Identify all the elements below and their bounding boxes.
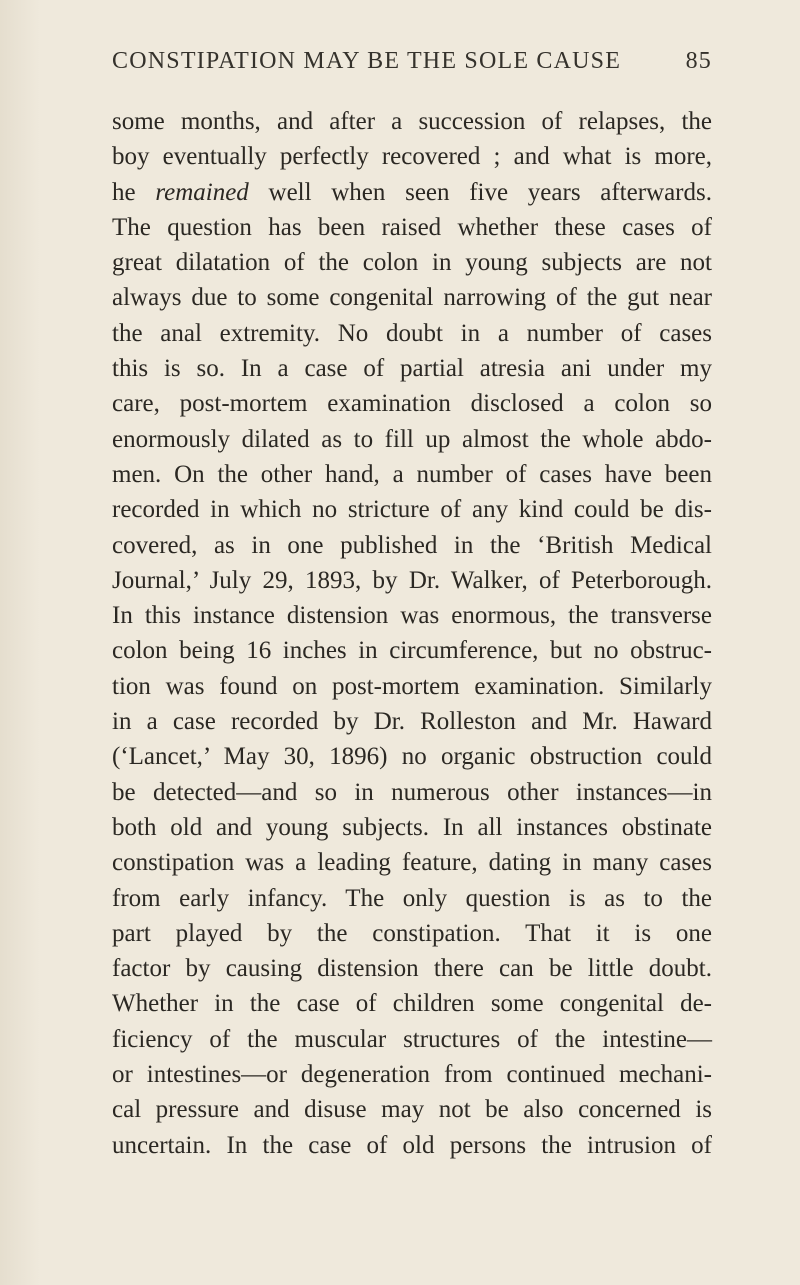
italic-word-remained: remained <box>155 178 249 206</box>
text-line-24: part played by the constipation. That it is one <box>112 919 712 947</box>
text-line-22: constipation was a leading feature, dating in many cases <box>112 849 712 877</box>
text-line-7: the anal extremity. No doubt in a number of cases <box>112 319 712 347</box>
text-line-27: ficiency of the muscular structures of the intestine— <box>112 1025 712 1053</box>
page-number: 85 <box>685 48 712 74</box>
text-line-30: uncertain. In the case of old persons the intrusion of <box>112 1131 712 1159</box>
text-line-21: both old and young subjects. In all instances obstinate <box>112 813 712 841</box>
text-line-11: men. On the other hand, a number of cases have been <box>112 460 712 488</box>
text-line-26: Whether in the case of children some congenital de- <box>112 990 712 1018</box>
text-line-13: covered, as in one published in the ‘British Medical <box>112 531 712 559</box>
text-line-16: colon being 16 inches in circumference, but no obstruc- <box>112 637 712 665</box>
text-line-29: cal pressure and disuse may not be also concerned is <box>112 1096 712 1124</box>
text-line-5: great dilatation of the colon in young subjects are not <box>112 249 712 277</box>
text-line-15: In this instance distension was enormous, the transverse <box>112 602 712 630</box>
text-line-25: factor by causing distension there can be little doubt. <box>112 955 712 983</box>
text-line-3-end: well when seen five years afterwards. <box>248 178 712 206</box>
text-line-3-start: he <box>112 178 156 206</box>
text-line-4: The question has been raised whether these cases of <box>112 213 712 241</box>
text-line-6: always due to some congenital narrowing of the gut near <box>112 284 712 312</box>
running-title: CONSTIPATION MAY BE THE SOLE CAUSE <box>112 48 622 74</box>
body-text <box>112 104 712 1163</box>
text-line-14: Journal,’ July 29, 1893, by Dr. Walker, of Peterborough. <box>112 566 712 594</box>
text-line-19: (‘Lancet,’ May 30, 1896) no organic obstruction could <box>112 743 712 771</box>
text-line-8: this is so. In a case of partial atresia ani under my <box>112 355 712 383</box>
text-line-28: or intestines—or degeneration from continued mechani- <box>112 1061 712 1089</box>
text-line-20: be detected—and so in numerous other instances—in <box>112 778 712 806</box>
text-line-9: care, post-mortem examination disclosed a colon so <box>112 390 712 418</box>
text-line-12: recorded in which no stricture of any kind could be dis- <box>112 496 712 524</box>
text-line-1: some months, and after a succession of relapses, the <box>112 108 712 135</box>
text-line-10: enormously dilated as to fill up almost the whole abdo- <box>112 425 712 453</box>
text-line-17: tion was found on post-mortem examination. Similarly <box>112 672 712 700</box>
text-line-23: from early infancy. The only question is as to the <box>112 884 712 912</box>
running-header <box>112 48 712 82</box>
text-line-2: boy eventually perfectly recovered ; and what is more, <box>112 143 712 171</box>
text-line-3 <box>112 175 712 210</box>
text-line-18: in a case recorded by Dr. Rolleston and Mr. Haward <box>112 708 712 736</box>
